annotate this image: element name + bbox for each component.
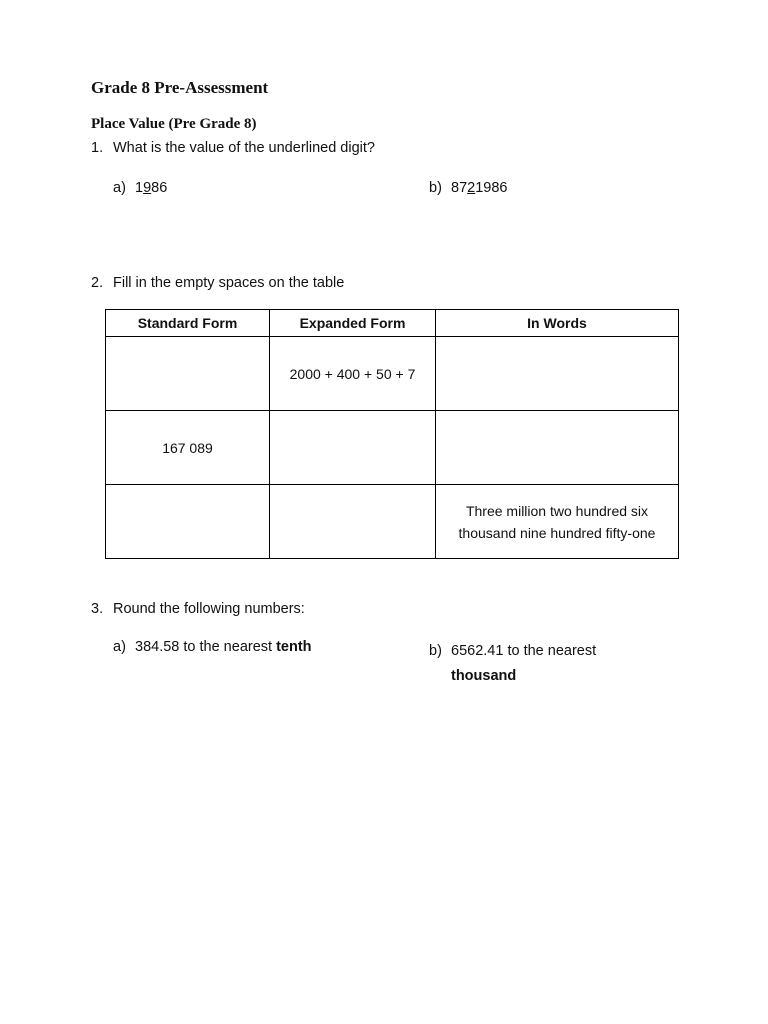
header-in-words: In Words	[436, 310, 679, 337]
cell-standard-form[interactable]	[106, 485, 270, 559]
header-standard-form: Standard Form	[106, 310, 270, 337]
question-1	[91, 140, 375, 156]
question-1b-label: b)	[429, 180, 442, 196]
cell-expanded-form[interactable]	[270, 485, 436, 559]
table-header-row	[106, 310, 679, 337]
table-row	[106, 485, 679, 559]
question-3a-bold-term: tenth	[276, 639, 312, 655]
question-1a-label: a)	[113, 180, 126, 196]
question-3b	[429, 639, 629, 689]
question-3b-bold-term: thousand	[451, 668, 517, 684]
question-3b-label: b)	[429, 643, 442, 659]
header-expanded-form: Expanded Form	[270, 310, 436, 337]
question-3b-text: 6562.41 to the nearest	[451, 643, 597, 659]
page-title: Grade 8 Pre-Assessment	[91, 78, 269, 97]
cell-in-words: Three million two hundred six thousand nine hundred fifty-one	[436, 485, 679, 559]
table-row	[106, 411, 679, 485]
question-1-number: 1.	[91, 140, 104, 156]
question-3-text: Round the following numbers:	[113, 601, 305, 617]
table-row	[106, 337, 679, 411]
cell-in-words[interactable]	[436, 337, 679, 411]
question-1b-digits-pre: 87	[451, 180, 468, 196]
cell-standard-form[interactable]	[106, 337, 270, 411]
section-heading: Place Value (Pre Grade 8)	[91, 116, 257, 132]
question-3a-label: a)	[113, 639, 126, 655]
question-2	[91, 275, 344, 291]
question-2-text: Fill in the empty spaces on the table	[113, 275, 345, 291]
question-1-text: What is the value of the underlined digit?	[113, 140, 375, 156]
question-1a-digits-pre: 1	[135, 180, 144, 196]
question-1b-digits-post: 1986	[475, 180, 508, 196]
question-3a-text: 384.58 to the nearest	[135, 639, 273, 655]
question-3	[91, 601, 305, 617]
question-3a	[113, 639, 312, 655]
question-1a-digits-post: 86	[151, 180, 168, 196]
place-value-table	[105, 309, 679, 559]
question-1b-underlined-digit: 2	[467, 180, 476, 196]
cell-in-words[interactable]	[436, 411, 679, 485]
cell-standard-form: 167 089	[106, 411, 270, 485]
question-1a	[113, 180, 167, 196]
cell-expanded-form: 2000 + 400 + 50 + 7	[270, 337, 436, 411]
question-2-number: 2.	[91, 275, 104, 291]
question-1b	[429, 180, 507, 196]
cell-expanded-form[interactable]	[270, 411, 436, 485]
question-1a-underlined-digit: 9	[143, 180, 152, 196]
question-3-number: 3.	[91, 601, 104, 617]
